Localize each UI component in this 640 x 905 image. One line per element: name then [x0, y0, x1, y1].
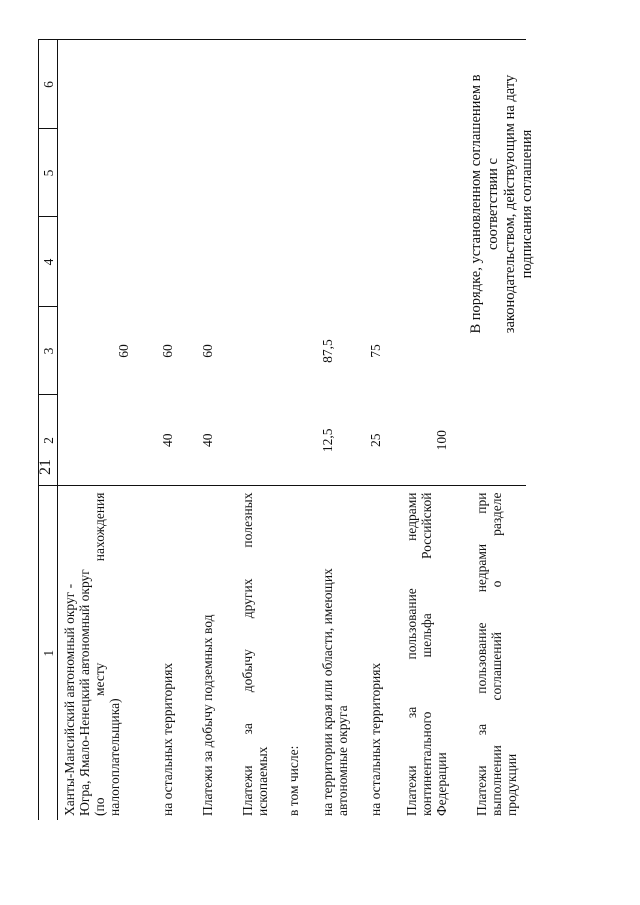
merged-note-line: В порядке, установленном соглашением в соответствии с [468, 74, 501, 334]
label-line: Федерации [433, 752, 449, 816]
label-line: Югра, Ямало-Ненецкий автономный округ [77, 569, 92, 816]
label-line: выполнении соглашений о разделе [488, 492, 504, 816]
column-header: 6 [39, 40, 58, 129]
cell-col2 [282, 395, 316, 486]
table-row [282, 40, 316, 820]
cell-col3: 60 [199, 344, 215, 358]
column-header: 5 [39, 129, 58, 217]
column-header: 2 [39, 395, 58, 486]
table-row [400, 40, 470, 820]
table-row [236, 40, 282, 820]
row-label [156, 486, 196, 820]
label-line: Платежи за пользование недрами при [473, 492, 489, 816]
label-line: продукции [503, 753, 519, 816]
cell-col2: 100 [400, 395, 470, 486]
cell-col2 [236, 395, 282, 486]
label-line: налогоплательщика) [107, 698, 122, 816]
merged-note [468, 39, 536, 369]
cell-col2: 40 [196, 395, 236, 486]
table-row [364, 40, 400, 820]
budget-distribution-table [38, 40, 526, 821]
label-line: (по месту нахождения [92, 492, 107, 816]
column-header: 4 [39, 217, 58, 307]
label-line: ископаемых [254, 746, 270, 816]
cell-col3 [282, 307, 316, 395]
label-line: в том числе: [285, 745, 301, 816]
row-label [400, 486, 470, 820]
label-line: Платежи за пользование недрами [403, 492, 419, 816]
cell-col2: 25 [364, 395, 400, 486]
cell-col2 [58, 395, 156, 486]
cell-col3: 87,5 [319, 339, 335, 363]
label-line: континентального шельфа Российской [418, 492, 434, 816]
cell-col3: 60 [159, 344, 175, 358]
label-line: автономные округа [334, 705, 350, 816]
row-label [316, 486, 364, 820]
label-line: на территории края или области, имеющих [319, 568, 335, 816]
cell-col3: 75 [367, 344, 383, 358]
table-header-row [39, 40, 58, 820]
table-row [58, 40, 156, 820]
table-row [196, 40, 236, 820]
cell-col3 [236, 307, 282, 395]
table-row [156, 40, 196, 820]
merged-note-line: законодательством, действующим на дату подписания соглашения [502, 74, 535, 334]
row-label [364, 486, 400, 820]
column-header: 3 [39, 307, 58, 395]
cell-col3 [400, 307, 470, 395]
cell-col3: 60 [116, 344, 131, 358]
label-line: на остальных территориях [159, 662, 175, 816]
row-label [196, 486, 236, 820]
cell-col2: 40 [156, 395, 196, 486]
row-label [236, 486, 282, 820]
label-line: на остальных территориях [367, 662, 383, 816]
cell-col2: 12,5 [316, 395, 364, 486]
column-header: 1 [39, 486, 58, 820]
row-label [470, 486, 526, 820]
label-line: Платежи за добычу других полезных [239, 492, 255, 816]
cell-col2 [470, 395, 526, 486]
row-label [282, 486, 316, 820]
table-row [316, 40, 364, 820]
label-line: Ханты-Мансийский автономный округ - [62, 583, 77, 816]
row-label [58, 486, 156, 820]
label-line: Платежи за добычу подземных вод [199, 614, 215, 816]
page-number: 21 [37, 459, 54, 475]
